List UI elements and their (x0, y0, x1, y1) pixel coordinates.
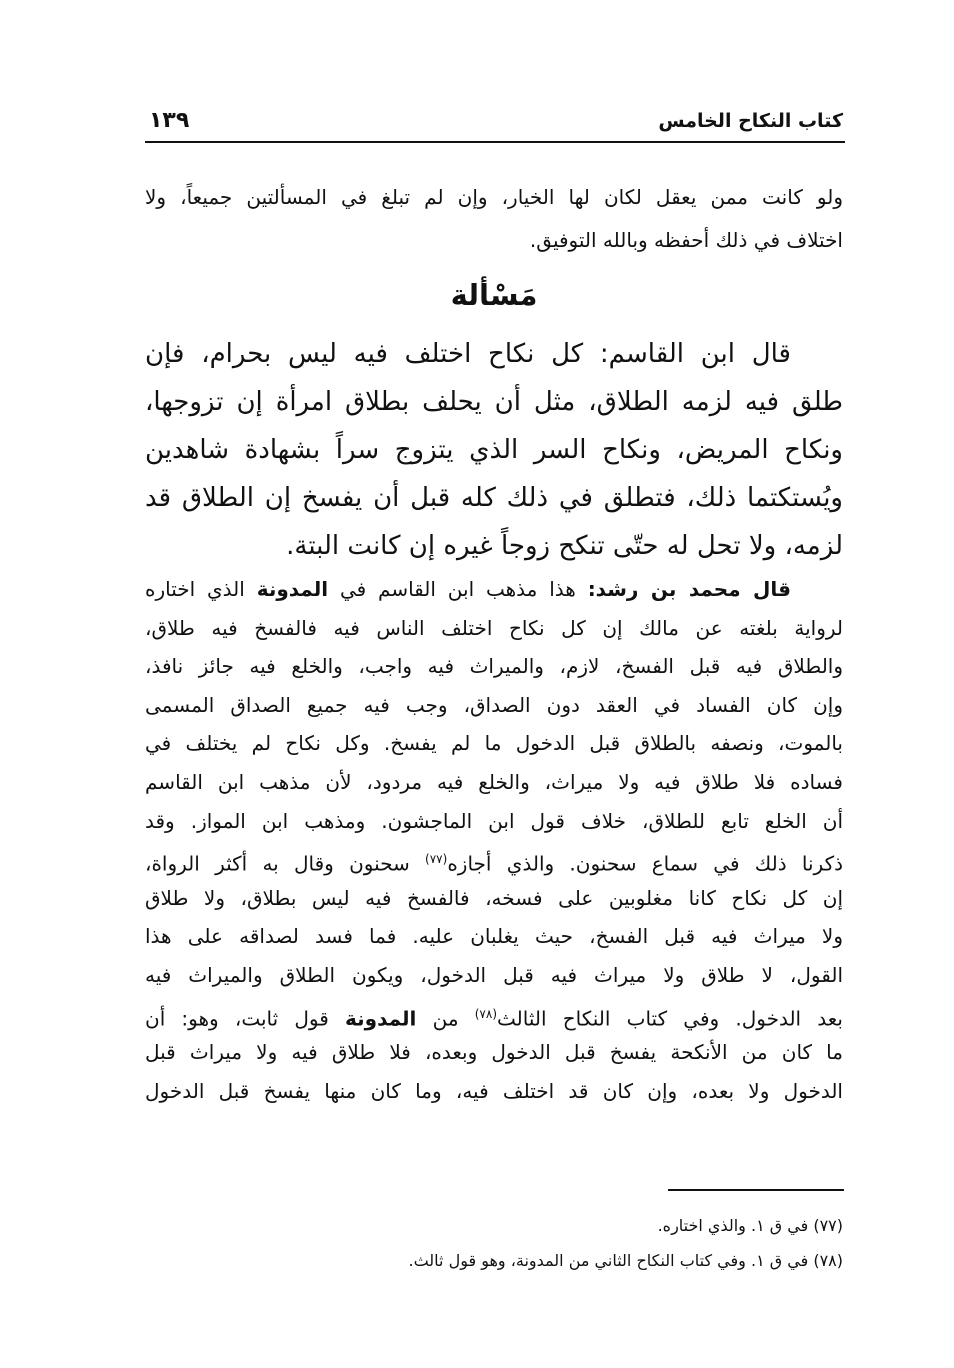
text-line (145, 763, 843, 802)
text-line (145, 995, 843, 1034)
text-run: اختلاف في ذلك أحفظه وبالله التوفيق. (529, 228, 843, 252)
text-line (145, 474, 843, 522)
text-run: الدخول ولا بعده، وإن كان قد اختلف فيه، وما كان منها يفسخ قبل الدخول (145, 1078, 843, 1103)
text-line (145, 956, 843, 995)
text-run: إن كل نكاح كانا مغلوبين على فسخه، فالفسخ فيه ليس بطلاق، ولا طلاق (145, 885, 843, 910)
text-run: طلق فيه لزمه الطلاق، مثل أن يحلف بطلاق امرأة إن تزوجها، (145, 387, 843, 417)
text-run: الذي اختاره (145, 577, 257, 601)
text-run: قال ابن القاسم: كل نكاح اختلف فيه ليس بحرام، فإن (145, 339, 791, 369)
text-run: والطلاق فيه قبل الفسخ، لازم، والميراث فيه واجب، والخلع فيه جائز نافذ، (145, 654, 843, 679)
text-line (145, 609, 843, 648)
text-line (145, 219, 843, 262)
bold-text: المدونة (256, 577, 329, 601)
text-run: ولا ميراث فيه قبل الفسخ، حيث يغلبان عليه. فما فسد لصداقه على هذا (145, 924, 843, 949)
commentary-paragraph (145, 570, 843, 1110)
text-run: وإن كان الفساد في العقد دون الصداق، وجب فيه جميع الصداق المسمى (145, 692, 843, 717)
intro-paragraph (145, 176, 843, 262)
bold-text: قال محمد بن رشد: (587, 577, 791, 601)
text-run: ونكاح المريض، ونكاح السر الذي يتزوج سراً بشهادة شاهدين (145, 435, 843, 465)
text-line (145, 1072, 843, 1111)
text-run: سحنون وقال به أكثر الرواة، (145, 851, 426, 876)
footnote (145, 1243, 843, 1278)
text-run: ولو كانت ممن يعقل لكان لها الخيار، وإن لم تبلغ في المسألتين جميعاً، ولا (145, 185, 843, 209)
text-run: قول ثابت، وهو: أن (145, 1006, 346, 1031)
text-run: ذكرنا ذلك في سماع سحنون. والذي أجازه (447, 851, 843, 876)
text-run: ما كان من الأنكحة يفسخ قبل الدخول وبعده، فلا طلاق فيه ولا ميراث قبل (145, 1040, 843, 1065)
text-run: بالموت، ونصفه بالطلاق قبل الدخول ما لم يفسخ. وكل نكاح لم يختلف في (145, 731, 843, 756)
text-line (145, 686, 843, 725)
text-run: (٧٧) في ق ١. والذي اختاره. (657, 1216, 843, 1235)
footnote (145, 1208, 843, 1243)
footnote-rule (668, 1189, 844, 1191)
text-run: القول، لا طلاق ولا ميراث فيه قبل الدخول، ويكون الطلاق والميراث فيه (145, 962, 843, 987)
running-header (145, 108, 843, 138)
bold-text: المدونة (345, 1006, 417, 1031)
text-line (145, 879, 843, 918)
text-run: فساده فلا طلاق فيه ولا ميراث، والخلع فيه مردود، لأن مذهب ابن القاسم (145, 769, 843, 794)
footnote-ref: (٧٧) (425, 852, 448, 867)
text-line (145, 176, 843, 219)
section-heading: مَسْألة (450, 278, 538, 312)
text-run: لرواية بلغته عن مالك إن كل نكاح اختلف الناس فيه فالفسخ فيه طلاق، (145, 615, 843, 640)
text-line (145, 802, 843, 841)
text-line (145, 426, 843, 474)
text-line (145, 1033, 843, 1072)
text-run: (٧٨) في ق ١. وفي كتاب النكاح الثاني من المدونة، وهو قول ثالث. (408, 1251, 843, 1270)
text-line (145, 647, 843, 686)
footnote-ref: (٧٨) (474, 1006, 497, 1021)
text-run: هذا مذهب ابن القاسم في (328, 577, 588, 601)
text-line (145, 570, 843, 609)
text-line (145, 724, 843, 763)
text-run: أن الخلع تابع للطلاق، خلاف قول ابن الماجشون. ومذهب ابن المواز. وقد (145, 808, 843, 833)
text-run: بعد الدخول. وفي كتاب النكاح الثالث (497, 1006, 843, 1031)
text-line (145, 840, 843, 879)
text-run: من (416, 1006, 475, 1031)
running-header-title: كتاب النكاح الخامس (658, 110, 843, 132)
text-line (145, 522, 843, 570)
text-line (145, 917, 843, 956)
text-run: ويُستكتما ذلك، فتطلق في ذلك كله قبل أن يفسخ إن الطلاق قد (145, 483, 843, 513)
page-number: ١٣٩ (149, 108, 190, 133)
text-run: لزمه، ولا تحل له حتّى تنكح زوجاً غيره إن كانت البتة. (286, 531, 843, 561)
text-line (145, 330, 843, 378)
footnotes (145, 1208, 843, 1278)
question-paragraph (145, 330, 843, 570)
header-rule (145, 141, 845, 143)
text-line (145, 378, 843, 426)
